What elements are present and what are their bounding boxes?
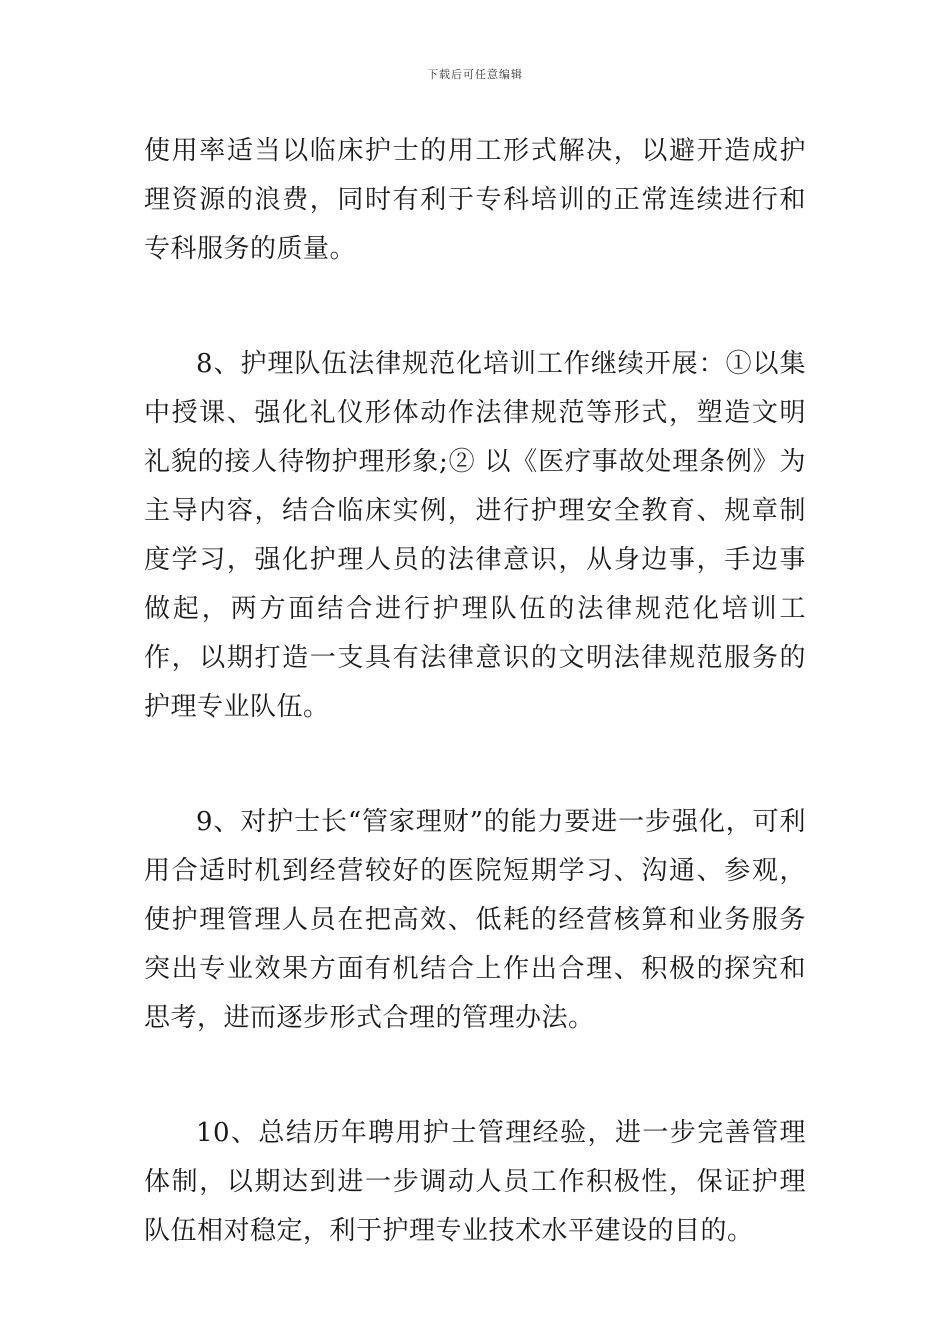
paragraph-item-10: 10、总结历年聘用护士管理经验，进一步完善管理体制，以期达到进一步调动人员工作积极性，保证护理队伍相对稳定，利于护理专业技术水平建设的目的。 [144,1118,806,1246]
paragraph-gap [144,1043,806,1109]
paragraph-item-8: 8、护理队伍法律规范化培训工作继续开展：①以集中授课、强化礼仪形体动作法律规范等形式，塑造文明礼貌的接人待物护理形象;② 以《医疗事故处理条例》为主导内容，结合临床实例，进行护理安全教育、规章制度学习，强化护理人员的法律意识，从身边事，手边事做起，两方面结合进行护理队伍的法律规范化培训工作，以期打造一支具有法律意识的文明法律规范服务的护理专业队伍。 [144,349,806,722]
paragraph-item-9: 9、对护士长“管家理财”的能力要进一步强化，可利用合适时机到经营较好的医院短期学习、沟通、参观，使护理管理人员在把高效、低耗的经营核算和业务服务突出专业效果方面有机结合上作出合理、积极的探究和思考，进而逐步形式合理的管理办法。 [144,807,806,1033]
paragraph-gap [144,732,806,798]
header-note: 下载后可任意编辑 [427,68,523,81]
document-body [144,127,806,1256]
paragraph-gap [144,274,806,340]
paragraph-continuation: 使用率适当以临床护士的用工形式解决，以避开造成护理资源的浪费，同时有利于专科培训的正常连续进行和专科服务的质量。 [144,136,806,264]
